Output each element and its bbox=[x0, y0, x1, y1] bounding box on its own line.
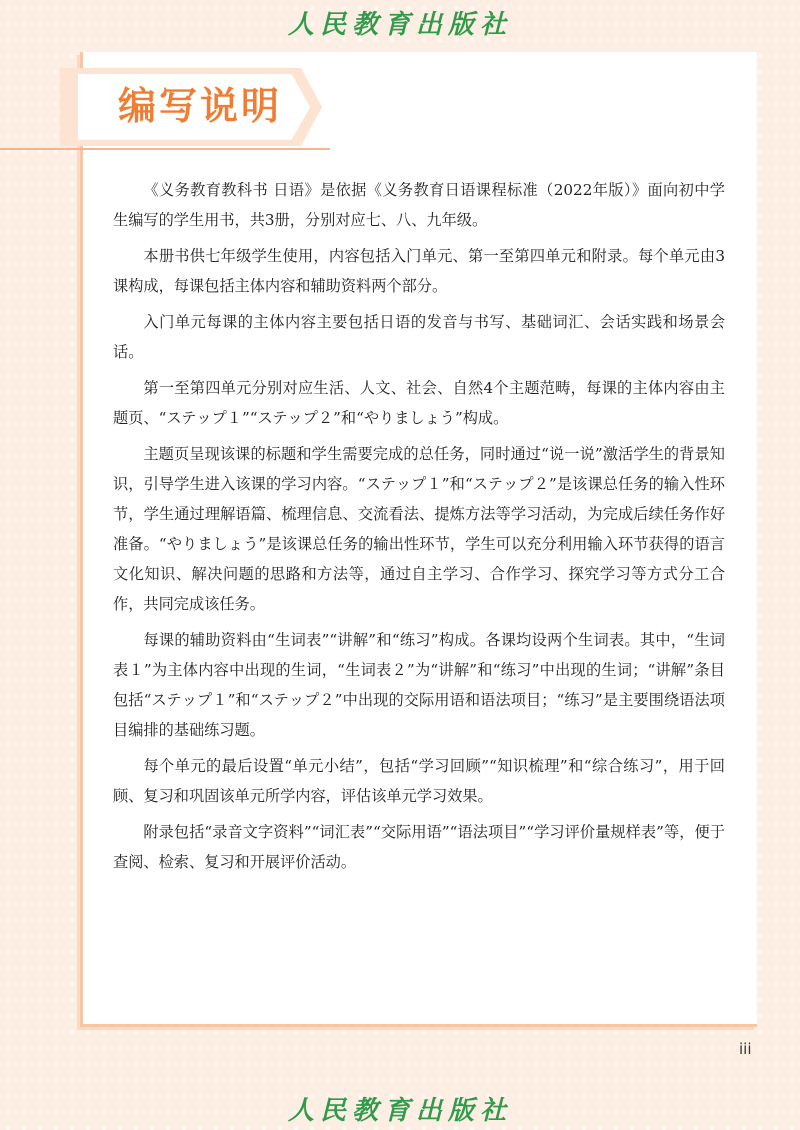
paragraph: 《义务教育教科书 日语》是依据《义务教育日语课程标准（2022年版）》面向初中学生编写的学生用书，共3册，分别对应七、八、九年级。 bbox=[113, 181, 725, 229]
publisher-logo: 人民教育出版社 bbox=[287, 10, 512, 40]
paragraph: 每个单元的最后设置“单元小结”，包括“学习回顾”“知识梳理”和“综合练习”，用于回顾、复习和巩固该单元所学内容，评估该单元学习效果。 bbox=[113, 757, 725, 805]
page-title: 编写说明 bbox=[118, 84, 283, 128]
paragraph: 入门单元每课的主体内容主要包括日语的发音与书写、基础词汇、会话实践和场景会话。 bbox=[113, 313, 725, 361]
page-number: iii bbox=[739, 1040, 752, 1058]
content-body bbox=[113, 175, 725, 883]
paragraph: 主题页呈现该课的标题和学生需要完成的总任务，同时通过“说一说”激活学生的背景知识，引导学生进入该课的学习内容。“ステップ１”和“ステップ２”是该课总任务的输入性环节，学生通过理解语篇、梳理信息、交流看法、提炼方法等学习活动，为完成后续任务作好准备。“やりましょう”是该课总任务的输出性环节，学生可以充分利用输入环节获得的语言文化知识、解决问题的思路和方法等，通过自主学习、合作学习、探究学习等方式分工合作，共同完成该任务。 bbox=[113, 445, 725, 613]
paragraph: 每课的辅助资料由“生词表”“讲解”和“练习”构成。各课均设两个生词表。其中，“生词表１”为主体内容中出现的生词，“生词表２”为“讲解”和“练习”中出现的生词；“讲解”条目包括“ステップ１”和“ステップ２”中出现的交际用语和语法项目；“练习”是主要围绕语法项目编排的基础练习题。 bbox=[113, 631, 725, 739]
paragraph: 第一至第四单元分别对应生活、人文、社会、自然4个主题范畴，每课的主体内容由主题页、“ステップ１”“ステップ２”和“やりましょう”构成。 bbox=[113, 379, 725, 427]
paragraph: 本册书供七年级学生使用，内容包括入门单元、第一至第四单元和附录。每个单元由3课构成，每课包括主体内容和辅助资料两个部分。 bbox=[113, 247, 725, 295]
publisher-logo: 人民教育出版社 bbox=[287, 1096, 512, 1126]
title-underline bbox=[0, 148, 330, 150]
paragraph: 附录包括“录音文字资料”“词汇表”“交际用语”“语法项目”“学习评价量规样表”等，便于查阅、检索、复习和开展评价活动。 bbox=[113, 823, 725, 871]
